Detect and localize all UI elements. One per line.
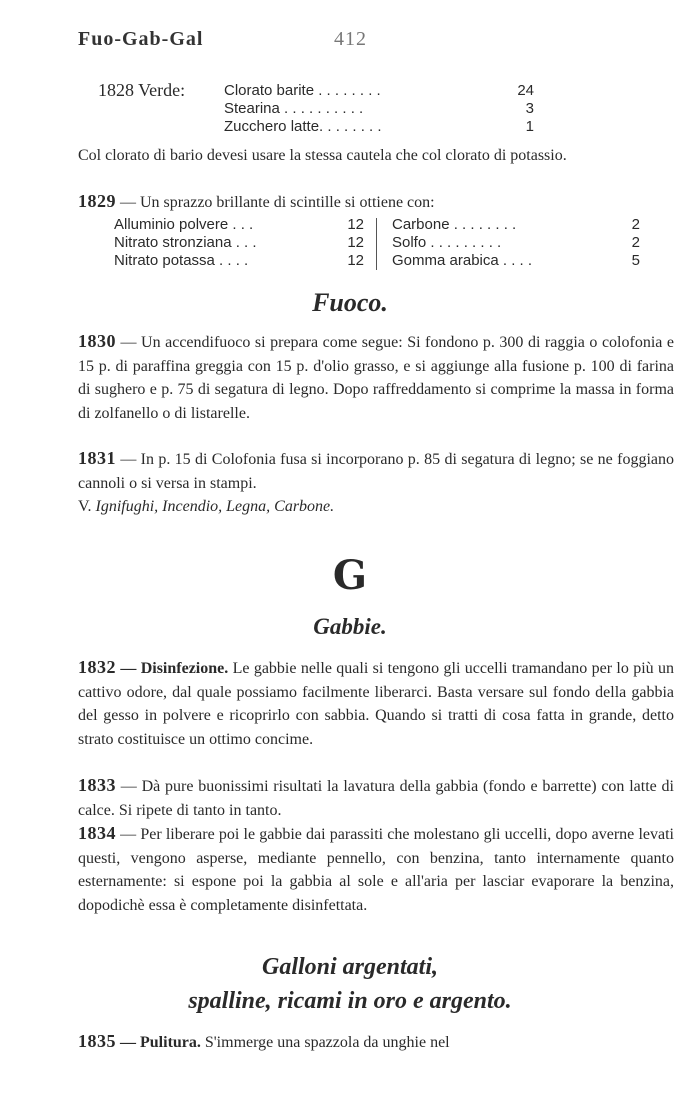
paragraph-1832: 1832 — Disinfezione. Le gabbie nelle quali si tengono gli uccelli tramandano per lo più un cattivo odore, dal quale possiamo facilmente liberarci. Basta versare sul fondo della gabbia del gesso in polvere e ricoprirlo con sabbia. Quando si tratti di cosa fatta in grande, detto strato costituisce un ottimo concime. [78, 657, 675, 748]
paragraph-1829: 1829 — Un sprazzo brillante di scintille si ottiene con: [78, 191, 435, 211]
recipe-1829-left [114, 216, 364, 270]
recipe-row: Solfo . . . . . . . . . 2 [392, 234, 640, 251]
recipe-row: Zucchero latte. . . . . . . . 1 [224, 118, 534, 135]
section-title-fuoco: Fuoco. [312, 288, 388, 317]
recipe-row: Gomma arabica . . . . 5 [392, 252, 640, 269]
recipe-1828-label: 1828 Verde: [98, 80, 186, 100]
page-header [78, 28, 674, 52]
section-title-gabbie: Gabbie. [313, 614, 387, 639]
paragraph-1835: 1835 — Pulitura. S'immerge una spazzola da unghie nel [78, 1031, 450, 1051]
recipe-row: Nitrato stronziana . . . 12 [114, 234, 364, 251]
section-title-galloni-line1: Galloni argentati, [261, 954, 439, 980]
paragraph-1833: 1833 — Dà pure buonissimi risultati la lavatura della gabbia (fondo e barrette) con latte di calce. Si ripete di tanto in tanto. [78, 775, 674, 819]
paragraph-1834: 1834 — Per liberare poi le gabbie dai parassiti che molestano gli uccelli, dopo averne levati questi, vengono asperse, mediante pennello, con benzina, tanto internamente quanto esternamente: si espone poi la gabbia al sole e all'aria per lasciar evaporare la benzina, dopodichè essa è completamente disinfettata. [78, 823, 674, 914]
paragraph-1830: 1830 — Un accendifuoco si prepara come segue: Si fondono p. 300 di raggia o colofonia e 15 p. di paraffina greggia con 15 p. d'olio grasso, e si aggiunge alla fusione p. 100 di farina di sughero e p. 75 di segatura di legno. Dopo raffreddamento si comprime la massa in forma di zolfanello o di listarelle. [78, 331, 674, 422]
column-divider [376, 218, 377, 270]
recipe-row: Nitrato potassa . . . . 12 [114, 252, 364, 269]
section-title-galloni-line2: spalline, ricami in oro e argento. [188, 988, 512, 1014]
paragraph-1831: 1831 — In p. 15 di Colofonia fusa si incorporano p. 85 di segatura di legno; se ne foggiano cannoli o si versa in stampi. V. Ignifughi, Incendio, Legna, Carbone. [78, 448, 674, 515]
recipe-row: Clorato barite . . . . . . . . 24 [224, 82, 534, 99]
recipe-1829-right [392, 216, 640, 270]
recipe-1828-table [224, 82, 534, 136]
recipe-row: Alluminio polvere . . . 12 [114, 216, 364, 233]
recipe-row: Carbone . . . . . . . . 2 [392, 216, 640, 233]
section-letter-g: G [332, 552, 368, 599]
paragraph-1828-note: Col clorato di bario devesi usare la stessa cautela che col clorato di potassio. [78, 147, 567, 164]
running-title: Fuo-Gab-Gal [78, 28, 204, 50]
page-number: 412 [334, 28, 367, 50]
recipe-row: Stearina . . . . . . . . . . 3 [224, 100, 534, 117]
